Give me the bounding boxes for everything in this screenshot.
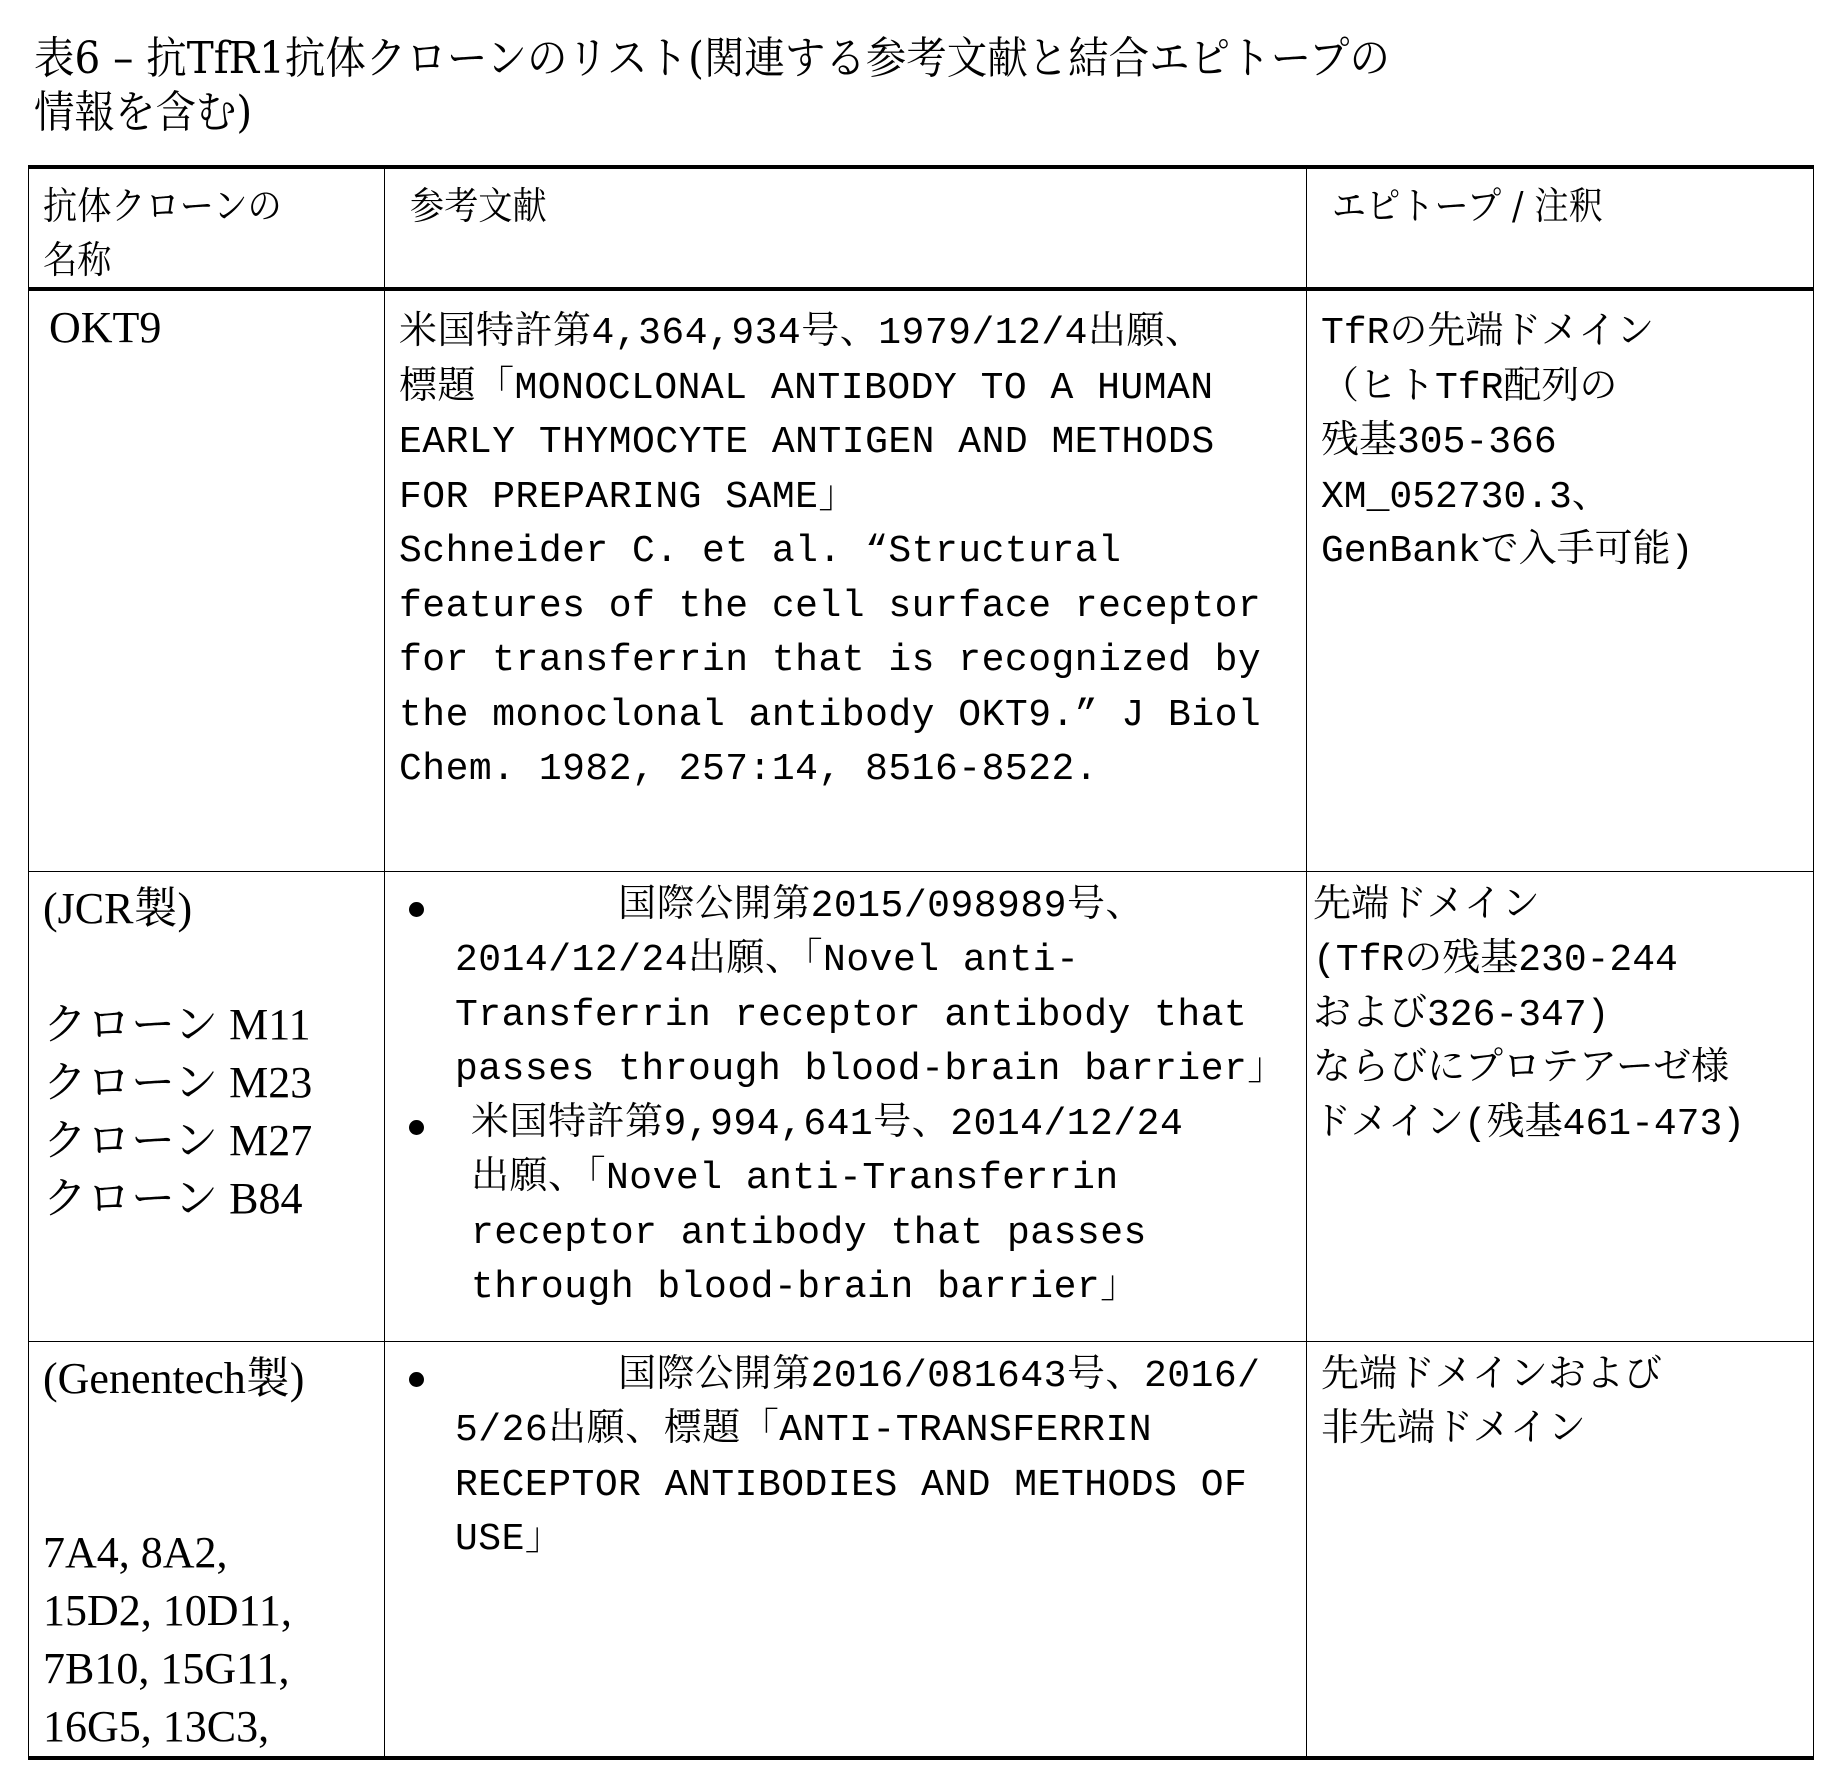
reference-list-item: 国際公開第2015/098989号、 2014/12/24出願、「Novel anti- Transferrin receptor antibody that passes through blood-brain barrier」 bbox=[399, 880, 1292, 1098]
epitope-cell: TfRの先端ドメイン （ヒトTfR配列の 残基305-366 XM_052730.3、 GenBankで入手可能) bbox=[1307, 289, 1814, 871]
reference-list-item: 米国特許第9,994,641号、2014/12/24 出願、「Novel anti-Transferrin receptor antibody that passes through blood-brain barrier」 bbox=[399, 1098, 1292, 1316]
header-references: 参考文献 bbox=[385, 167, 1307, 289]
reference-list-item: 国際公開第2016/081643号、2016/ 5/26出願、標題「ANTI-TRANSFERRIN RECEPTOR ANTIBODIES AND METHODS OF USE」 bbox=[399, 1350, 1292, 1568]
clone-name-cell: (Genentech製) 7A4, 8A2, 15D2, 10D11, 7B10, 15G11, 16G5, 13C3, bbox=[29, 1341, 385, 1758]
caption-line-2: 情報を含む) bbox=[34, 87, 253, 138]
table-row bbox=[29, 289, 1814, 871]
header-epitope: エピトープ / 注釈 bbox=[1307, 167, 1814, 289]
clone-name-cell: (JCR製) クローン M11 クローン M23 クローン M27 クローン B84 bbox=[29, 871, 385, 1341]
epitope-cell: 先端ドメイン (TfRの残基230-244 および326-347) ならびにプロテアーゼ様 ドメイン(残基461-473) bbox=[1307, 871, 1814, 1341]
table-row bbox=[29, 1341, 1814, 1758]
header-clone-name: 抗体クローンの 名称 bbox=[29, 167, 385, 289]
references-cell bbox=[385, 871, 1307, 1341]
table-header-row bbox=[29, 167, 1814, 289]
bullet-icon bbox=[409, 1120, 424, 1135]
clone-name-cell bbox=[29, 289, 385, 871]
references-cell bbox=[385, 1341, 1307, 1758]
references-cell: 米国特許第4,364,934号、1979/12/4出願、 標題「MONOCLONAL ANTIBODY TO A HUMAN EARLY THYMOCYTE ANTIGEN AND METHODS FOR PREPARING SAME」 Schneider C. et al. “Structural features of the cell surface receptor for transferrin that is recognized by the monoclonal antibody OKT9.” J Biol Chem. 1982, 257:14, 8516-8522. bbox=[385, 289, 1307, 871]
table-caption bbox=[34, 32, 1653, 140]
epitope-cell: 先端ドメインおよび 非先端ドメイン bbox=[1307, 1341, 1814, 1758]
bullet-icon bbox=[409, 902, 424, 917]
caption-line-1: 表6 – 抗TfR1抗体クローンのリスト(関連する参考文献と結合エピトープの bbox=[34, 33, 1391, 84]
clone-name: OKT9 bbox=[49, 303, 162, 352]
bullet-icon bbox=[409, 1372, 424, 1387]
antibody-clone-table bbox=[28, 165, 1814, 1760]
table-row bbox=[29, 871, 1814, 1341]
